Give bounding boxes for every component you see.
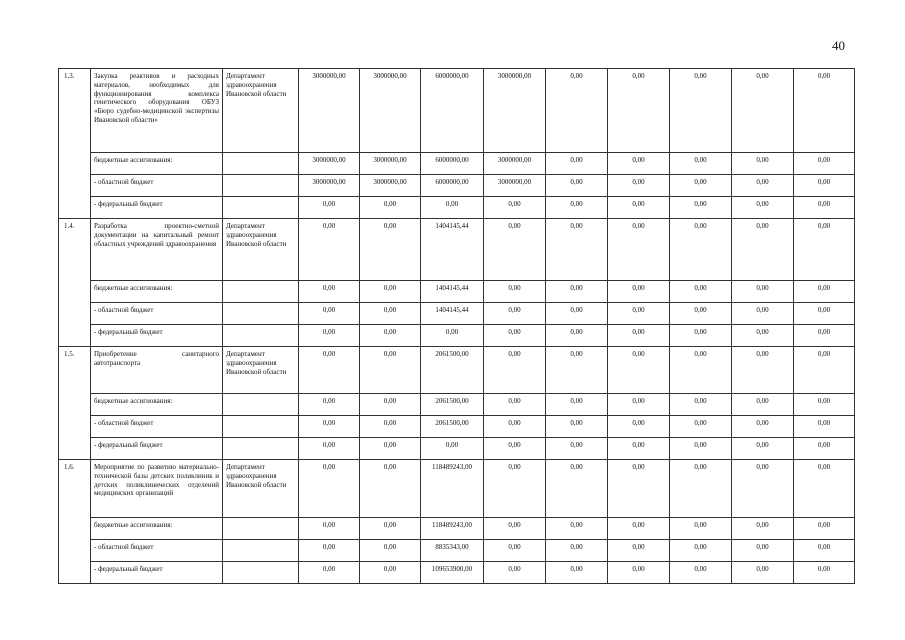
funding-source-label: - областной бюджет [91, 416, 223, 438]
amount-cell: 0,00 [670, 69, 732, 153]
amount-cell: 0,00 [299, 416, 360, 438]
amount-cell: 6000000,00 [421, 175, 484, 197]
amount-cell: 0,00 [670, 153, 732, 175]
amount-cell: 0,00 [484, 438, 546, 460]
amount-cell: 0,00 [608, 69, 670, 153]
amount-cell: 0,00 [546, 416, 608, 438]
amount-cell: 2061500,00 [421, 394, 484, 416]
item-name: Мероприятие по развитию материально-технической базы детских поликлиник и детских поликлинических отделений медицинских организаций [91, 460, 223, 518]
amount-cell: 0,00 [732, 518, 794, 540]
amount-cell: 0,00 [732, 347, 794, 394]
amount-cell: 0,00 [299, 460, 360, 518]
amount-cell: 0,00 [608, 518, 670, 540]
amount-cell: 0,00 [484, 416, 546, 438]
funding-source-label: - федеральный бюджет [91, 197, 223, 219]
funding-source-label: бюджетные ассигнования: [91, 281, 223, 303]
empty-cell [223, 303, 299, 325]
amount-cell: 0,00 [484, 540, 546, 562]
amount-cell: 0,00 [608, 562, 670, 584]
amount-cell: 0,00 [670, 460, 732, 518]
amount-cell: 0,00 [546, 394, 608, 416]
amount-cell: 0,00 [484, 347, 546, 394]
amount-cell: 118489243,00 [421, 460, 484, 518]
amount-cell: 0,00 [794, 325, 855, 347]
amount-cell: 0,00 [360, 219, 421, 281]
amount-cell: 0,00 [299, 325, 360, 347]
table-row [59, 562, 855, 584]
amount-cell: 0,00 [484, 325, 546, 347]
amount-cell: 1404145,44 [421, 281, 484, 303]
empty-cell [223, 281, 299, 303]
amount-cell: 0,00 [546, 562, 608, 584]
amount-cell: 0,00 [794, 153, 855, 175]
amount-cell: 0,00 [670, 518, 732, 540]
amount-cell: 0,00 [360, 540, 421, 562]
amount-cell: 3000000,00 [484, 69, 546, 153]
amount-cell: 0,00 [732, 281, 794, 303]
amount-cell: 0,00 [794, 518, 855, 540]
responsible-executor: Департамент здравоохранения Ивановской области [223, 219, 299, 281]
empty-cell [223, 197, 299, 219]
funding-source-label: - областной бюджет [91, 303, 223, 325]
amount-cell: 0,00 [608, 175, 670, 197]
amount-cell: 0,00 [732, 416, 794, 438]
amount-cell: 0,00 [608, 153, 670, 175]
amount-cell: 0,00 [299, 303, 360, 325]
amount-cell: 3000000,00 [360, 69, 421, 153]
amount-cell: 0,00 [360, 281, 421, 303]
empty-cell [223, 175, 299, 197]
amount-cell: 6000000,00 [421, 153, 484, 175]
budget-table [58, 68, 855, 584]
amount-cell: 0,00 [546, 175, 608, 197]
amount-cell: 0,00 [732, 460, 794, 518]
amount-cell: 0,00 [360, 460, 421, 518]
amount-cell: 0,00 [670, 303, 732, 325]
amount-cell: 0,00 [546, 325, 608, 347]
amount-cell: 0,00 [794, 460, 855, 518]
table-row [59, 438, 855, 460]
amount-cell: 0,00 [546, 219, 608, 281]
item-name: Закупка реактивов и расходных материалов, необходимых для функционирования комплекса генетического оборудования ОБУЗ «Бюро судебно-медицинской экспертизы Ивановской области» [91, 69, 223, 153]
amount-cell: 0,00 [484, 460, 546, 518]
funding-source-label: бюджетные ассигнования: [91, 153, 223, 175]
amount-cell: 0,00 [360, 197, 421, 219]
table-row [59, 460, 855, 518]
amount-cell: 0,00 [484, 518, 546, 540]
empty-cell [223, 153, 299, 175]
amount-cell: 0,00 [360, 394, 421, 416]
item-number: 1.6. [59, 460, 91, 584]
table-row [59, 325, 855, 347]
amount-cell: 0,00 [670, 438, 732, 460]
table-row [59, 197, 855, 219]
amount-cell: 0,00 [360, 518, 421, 540]
amount-cell: 0,00 [546, 347, 608, 394]
amount-cell: 0,00 [299, 518, 360, 540]
amount-cell: 0,00 [670, 281, 732, 303]
amount-cell: 0,00 [732, 562, 794, 584]
amount-cell: 8835343,00 [421, 540, 484, 562]
funding-source-label: - областной бюджет [91, 175, 223, 197]
amount-cell: 0,00 [670, 175, 732, 197]
table-row [59, 394, 855, 416]
table-row [59, 416, 855, 438]
amount-cell: 0,00 [732, 438, 794, 460]
table-row [59, 540, 855, 562]
amount-cell: 0,00 [484, 197, 546, 219]
empty-cell [223, 438, 299, 460]
funding-source-label: - федеральный бюджет [91, 562, 223, 584]
amount-cell: 0,00 [299, 281, 360, 303]
amount-cell: 0,00 [732, 540, 794, 562]
amount-cell: 0,00 [546, 281, 608, 303]
responsible-executor: Департамент здравоохранения Ивановской области [223, 69, 299, 153]
funding-source-label: - федеральный бюджет [91, 325, 223, 347]
table-row [59, 219, 855, 281]
amount-cell: 0,00 [299, 438, 360, 460]
amount-cell: 0,00 [546, 540, 608, 562]
amount-cell: 0,00 [794, 281, 855, 303]
amount-cell: 0,00 [732, 325, 794, 347]
amount-cell: 118489243,00 [421, 518, 484, 540]
table-row [59, 69, 855, 153]
amount-cell: 0,00 [421, 197, 484, 219]
amount-cell: 0,00 [608, 325, 670, 347]
amount-cell: 0,00 [670, 416, 732, 438]
amount-cell: 0,00 [608, 416, 670, 438]
amount-cell: 0,00 [360, 347, 421, 394]
amount-cell: 1404145,44 [421, 303, 484, 325]
amount-cell: 0,00 [421, 325, 484, 347]
amount-cell: 0,00 [299, 197, 360, 219]
amount-cell: 0,00 [546, 153, 608, 175]
item-number: 1.5. [59, 347, 91, 460]
empty-cell [223, 416, 299, 438]
amount-cell: 0,00 [794, 394, 855, 416]
responsible-executor: Департамент здравоохранения Ивановской области [223, 460, 299, 518]
amount-cell: 0,00 [360, 416, 421, 438]
amount-cell: 0,00 [484, 303, 546, 325]
amount-cell: 0,00 [794, 303, 855, 325]
amount-cell: 0,00 [670, 540, 732, 562]
amount-cell: 0,00 [421, 438, 484, 460]
amount-cell: 0,00 [608, 540, 670, 562]
item-name: Разработка проектно-сметной документации на капитальный ремонт областных учреждений здравоохранения [91, 219, 223, 281]
amount-cell: 0,00 [732, 69, 794, 153]
amount-cell: 0,00 [608, 347, 670, 394]
amount-cell: 0,00 [794, 347, 855, 394]
amount-cell: 0,00 [299, 219, 360, 281]
amount-cell: 0,00 [546, 303, 608, 325]
amount-cell: 0,00 [794, 197, 855, 219]
amount-cell: 0,00 [794, 416, 855, 438]
amount-cell: 0,00 [608, 219, 670, 281]
amount-cell: 2061500,00 [421, 416, 484, 438]
amount-cell: 0,00 [484, 394, 546, 416]
amount-cell: 0,00 [608, 438, 670, 460]
amount-cell: 0,00 [732, 197, 794, 219]
amount-cell: 0,00 [608, 460, 670, 518]
amount-cell: 0,00 [299, 540, 360, 562]
funding-source-label: - областной бюджет [91, 540, 223, 562]
amount-cell: 0,00 [608, 394, 670, 416]
amount-cell: 0,00 [546, 197, 608, 219]
amount-cell: 0,00 [299, 394, 360, 416]
amount-cell: 0,00 [670, 347, 732, 394]
amount-cell: 0,00 [546, 518, 608, 540]
funding-source-label: бюджетные ассигнования: [91, 394, 223, 416]
amount-cell: 0,00 [299, 562, 360, 584]
amount-cell: 0,00 [608, 303, 670, 325]
amount-cell: 1404145,44 [421, 219, 484, 281]
empty-cell [223, 540, 299, 562]
amount-cell: 3000000,00 [299, 153, 360, 175]
amount-cell: 0,00 [794, 562, 855, 584]
item-name: Приобретение санитарного автотранспорта [91, 347, 223, 394]
amount-cell: 0,00 [732, 153, 794, 175]
table-row [59, 175, 855, 197]
table-row [59, 153, 855, 175]
amount-cell: 109653900,00 [421, 562, 484, 584]
amount-cell: 0,00 [299, 347, 360, 394]
amount-cell: 0,00 [546, 460, 608, 518]
amount-cell: 0,00 [732, 175, 794, 197]
amount-cell: 0,00 [360, 438, 421, 460]
amount-cell: 0,00 [360, 562, 421, 584]
amount-cell: 0,00 [670, 197, 732, 219]
amount-cell: 0,00 [484, 562, 546, 584]
amount-cell: 0,00 [794, 175, 855, 197]
responsible-executor: Департамент здравоохранения Ивановской области [223, 347, 299, 394]
funding-source-label: - федеральный бюджет [91, 438, 223, 460]
amount-cell: 0,00 [546, 69, 608, 153]
amount-cell: 0,00 [608, 197, 670, 219]
amount-cell: 0,00 [360, 303, 421, 325]
amount-cell: 0,00 [670, 219, 732, 281]
amount-cell: 0,00 [794, 438, 855, 460]
amount-cell: 0,00 [670, 562, 732, 584]
amount-cell: 0,00 [794, 219, 855, 281]
empty-cell [223, 394, 299, 416]
table-row [59, 281, 855, 303]
amount-cell: 0,00 [794, 540, 855, 562]
amount-cell: 0,00 [484, 281, 546, 303]
funding-source-label: бюджетные ассигнования: [91, 518, 223, 540]
table-row [59, 518, 855, 540]
amount-cell: 0,00 [732, 219, 794, 281]
amount-cell: 2061500,00 [421, 347, 484, 394]
amount-cell: 0,00 [546, 438, 608, 460]
amount-cell: 3000000,00 [484, 153, 546, 175]
table-row [59, 303, 855, 325]
amount-cell: 0,00 [670, 325, 732, 347]
amount-cell: 0,00 [732, 303, 794, 325]
amount-cell: 0,00 [732, 394, 794, 416]
amount-cell: 3000000,00 [299, 69, 360, 153]
empty-cell [223, 562, 299, 584]
amount-cell: 6000000,00 [421, 69, 484, 153]
item-number: 1.3. [59, 69, 91, 219]
table-row [59, 347, 855, 394]
empty-cell [223, 518, 299, 540]
amount-cell: 0,00 [360, 325, 421, 347]
amount-cell: 3000000,00 [299, 175, 360, 197]
page-number: 40 [832, 38, 845, 53]
amount-cell: 0,00 [794, 69, 855, 153]
item-number: 1.4. [59, 219, 91, 347]
amount-cell: 3000000,00 [360, 153, 421, 175]
amount-cell: 0,00 [484, 219, 546, 281]
amount-cell: 0,00 [670, 394, 732, 416]
amount-cell: 3000000,00 [484, 175, 546, 197]
empty-cell [223, 325, 299, 347]
amount-cell: 0,00 [608, 281, 670, 303]
amount-cell: 3000000,00 [360, 175, 421, 197]
